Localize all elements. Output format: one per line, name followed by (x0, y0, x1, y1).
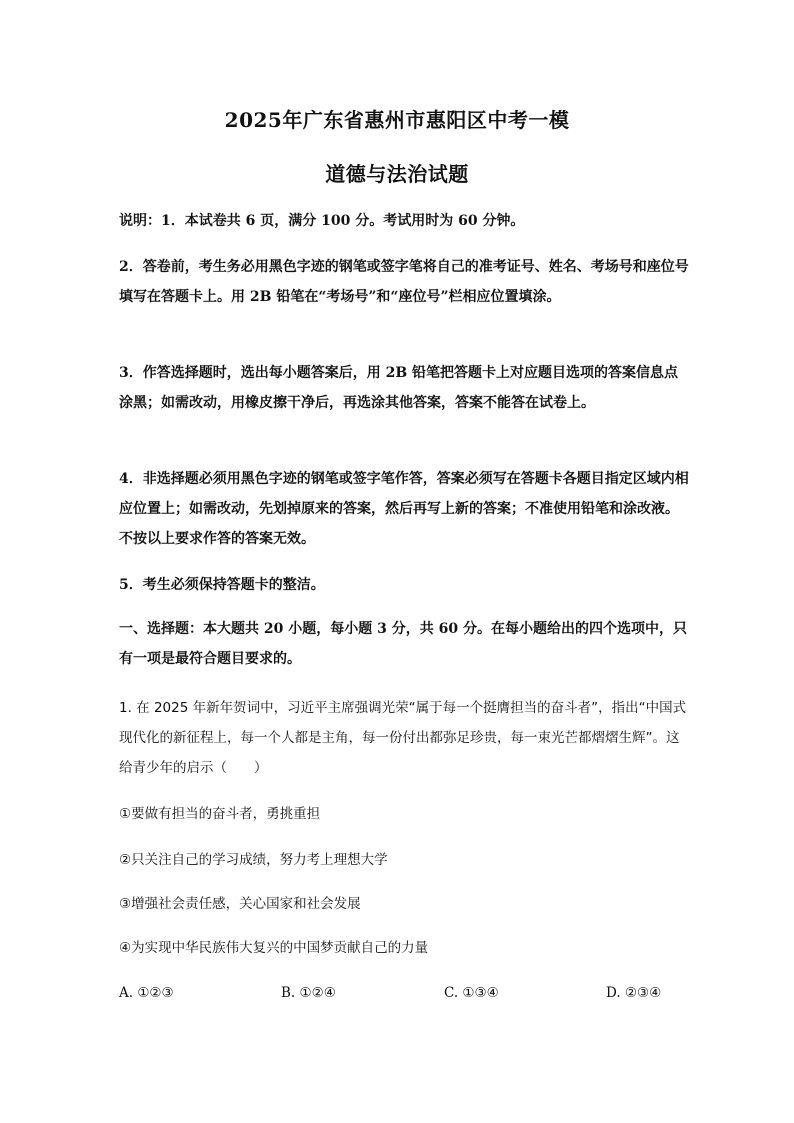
choice-b[interactable]: B. ①②④ (281, 985, 336, 1001)
question-1-statement-2: ②只关注自己的学习成绩，努力考上理想大学 (119, 852, 388, 868)
exam-title: 2025年广东省惠州市惠阳区中考一模 (224, 108, 570, 132)
exam-subtitle: 道德与法治试题 (325, 162, 469, 186)
instruction-note-2: 2．答卷前，考生务必用黑色字迹的钢笔或签字笔将自己的准考证号、姓名、考场号和座位号填写在答题卡上。用 2B 铅笔在“考场号”和“座位号”栏相应位置填涂。 (119, 259, 689, 305)
instruction-note-3: 3．作答选择题时，选出每小题答案后，用 2B 铅笔把答题卡上对应题目选项的答案信息点涂黑；如需改动，用橡皮擦干净后，再选涂其他答案，答案不能答在试卷上。 (119, 365, 679, 411)
question-1-stem: 1. 在 2025 年新年贺词中，习近平主席强调光荣“属于每一个挺膺担当的奋斗者”，指出“中国式现代化的新征程上，每一个人都是主角，每一份付出都弥足珍贵，每一束光芒都熠熠生辉”。这给青少年的启示（ ） (119, 700, 687, 776)
question-1-choices (119, 978, 689, 1008)
question-1-statement-1: ①要做有担当的奋斗者，勇挑重担 (119, 806, 321, 822)
instruction-note-4: 4．非选择题必须用黑色字迹的钢笔或签字笔作答，答案必须写在答题卡各题目指定区域内相应位置上；如需改动，先划掉原来的答案，然后再写上新的答案；不准使用铅笔和涂改液。不按以上要求作答的答案无效。 (119, 471, 689, 547)
choice-a[interactable]: A. ①②③ (119, 985, 174, 1001)
question-1-statement-3: ③增强社会责任感，关心国家和社会发展 (119, 896, 361, 912)
question-1-statement-4: ④为实现中华民族伟大复兴的中国梦贡献自己的力量 (119, 940, 429, 956)
instruction-note-1: 说明：1．本试卷共 6 页，满分 100 分。考试用时为 60 分钟。 (119, 213, 525, 229)
instruction-note-5: 5．考生必须保持答题卡的整洁。 (119, 577, 325, 593)
choice-d[interactable]: D. ②③④ (606, 985, 662, 1001)
section-heading: 一、选择题：本大题共 20 小题，每小题 3 分，共 60 分。在每小题给出的四个选项中，只有一项是最符合题目要求的。 (119, 621, 687, 667)
choice-c[interactable]: C. ①③④ (444, 985, 499, 1001)
